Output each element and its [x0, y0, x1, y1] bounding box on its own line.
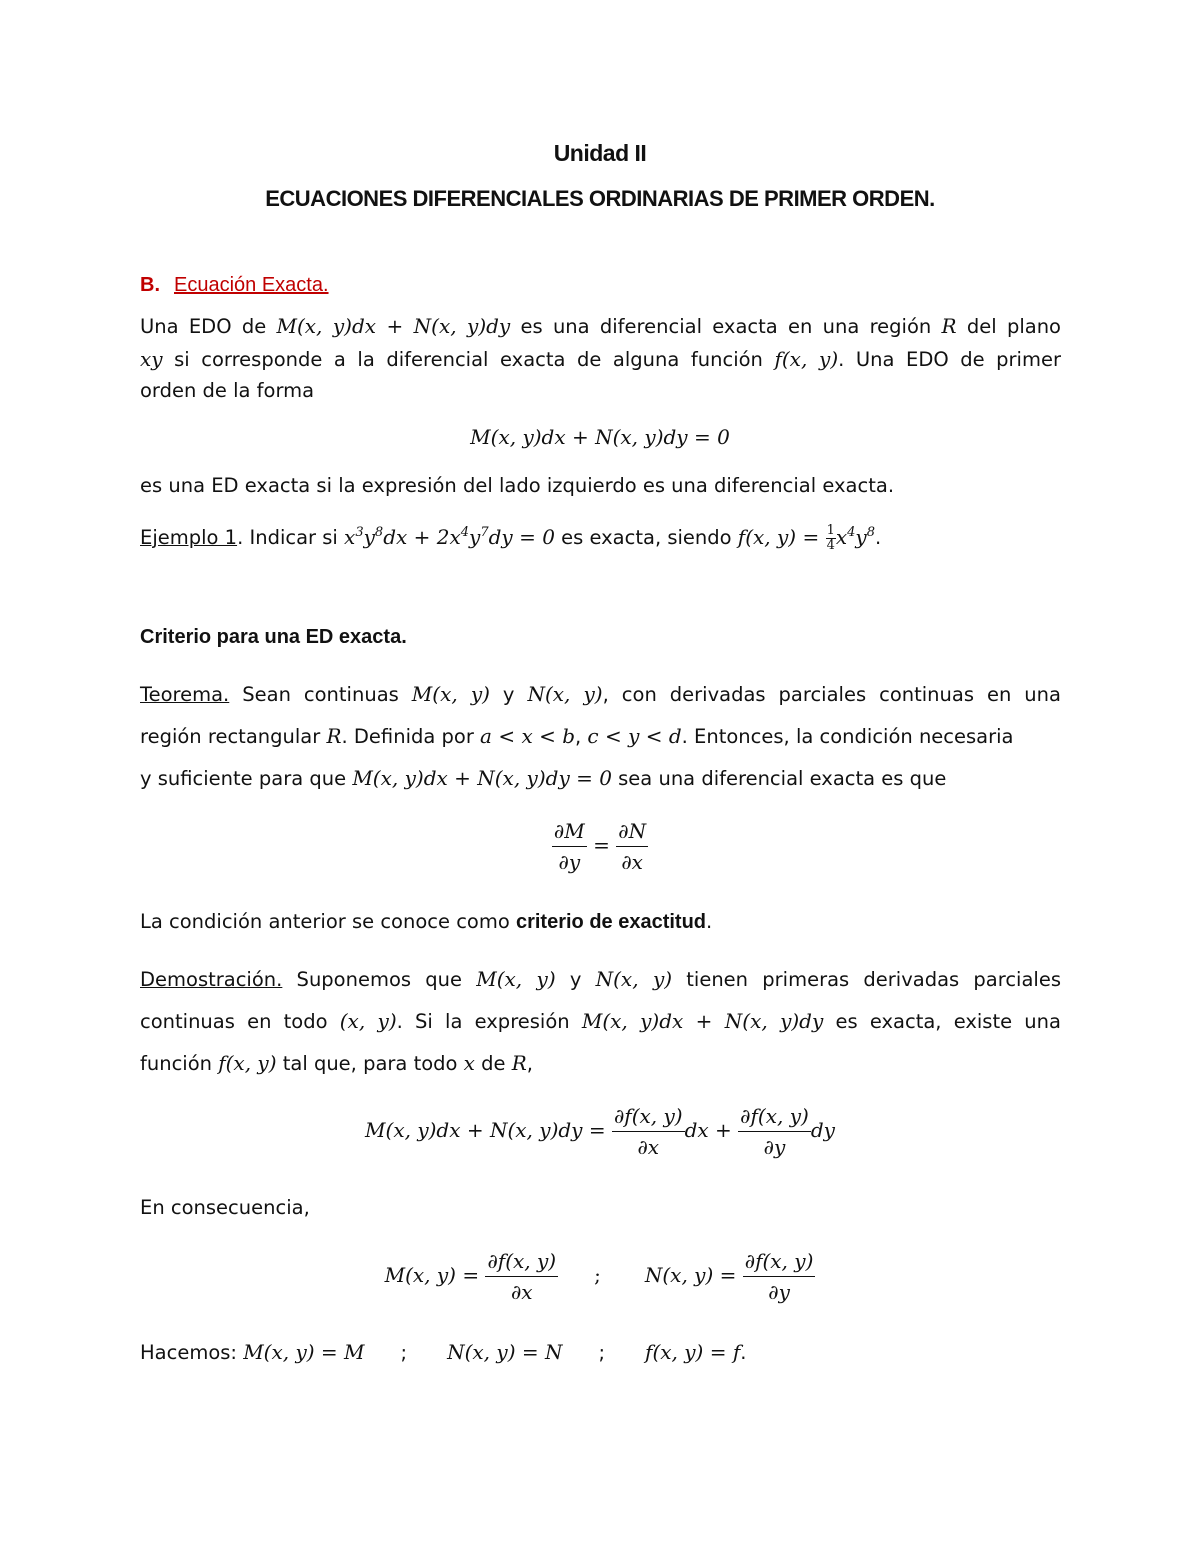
math-x: x — [463, 1051, 475, 1075]
theorem-line-2 — [140, 723, 1061, 750]
math-xy: xy — [140, 347, 163, 371]
math-inequality: a < x < b — [480, 724, 575, 748]
math-expression: M(x, y)dx + N(x, y)dy = 0 — [470, 425, 730, 449]
math-expression: M(x, y) = M — [243, 1340, 365, 1364]
math-expression: f(x, y) = f — [645, 1340, 741, 1364]
intro-line-2 — [140, 346, 1061, 373]
numerator: ∂f(x, y) — [738, 1103, 811, 1132]
math-N: N(x, y) — [595, 967, 673, 991]
section-letter: B. — [140, 274, 160, 296]
separator: ; — [400, 1341, 408, 1364]
numerator: ∂f(x, y) — [485, 1248, 558, 1277]
math-R: R — [511, 1051, 527, 1075]
text: . Si la expresión — [396, 1010, 582, 1033]
math-expression: M(x, y)dx + N(x, y)dy — [581, 1009, 824, 1033]
bold-term: criterio de exactitud — [515, 911, 707, 933]
denominator: 4 — [826, 538, 835, 553]
exponent: 3 — [355, 525, 364, 540]
math-inequality: c < y < d — [587, 724, 682, 748]
criterion-heading: Criterio para una ED exacta. — [140, 626, 407, 648]
fraction-df-dx — [485, 1248, 558, 1305]
text: es exacta, siendo — [554, 526, 738, 549]
text: . — [706, 910, 713, 933]
text: continuas en todo — [140, 1010, 340, 1033]
expr: dy — [810, 1118, 835, 1142]
var: y — [363, 525, 375, 549]
section-heading — [140, 272, 1061, 298]
consequence-text: En consecuencia, — [140, 1196, 310, 1219]
math-xy: (x, y) — [339, 1009, 397, 1033]
denominator: ∂y — [763, 1135, 786, 1159]
expr: dy = 0 — [488, 525, 555, 549]
unit-title: Unidad II — [553, 140, 647, 166]
separator: ; — [598, 1341, 606, 1364]
fraction-df-dx — [612, 1103, 685, 1160]
exponent: 7 — [480, 525, 489, 540]
example-label: Ejemplo 1 — [140, 526, 238, 549]
expr: M(x, y) = — [384, 1263, 486, 1287]
math-N: N(x, y) — [527, 682, 603, 706]
criterion-equation — [0, 818, 1200, 875]
numerator: ∂f(x, y) — [612, 1103, 685, 1132]
expr: dx + — [684, 1118, 739, 1142]
math-f: f(x, y) — [774, 347, 839, 371]
denominator: ∂x — [510, 1280, 533, 1304]
math-expression: M(x, y)dx + N(x, y)dy — [276, 314, 511, 338]
text: y suficiente para que — [140, 767, 353, 790]
numerator: ∂f(x, y) — [743, 1248, 816, 1277]
intro-line-1 — [140, 313, 1061, 340]
proof-line-3 — [140, 1050, 1061, 1077]
text: y — [489, 683, 528, 706]
math-R: R — [326, 724, 342, 748]
denominator: ∂x — [621, 850, 643, 874]
math-expression: M(x, y)dx + N(x, y)dy = 0 — [352, 766, 612, 790]
example-function — [737, 523, 876, 553]
var: x — [835, 525, 848, 549]
expr: dx + 2x — [383, 525, 461, 549]
var: x — [344, 525, 356, 549]
text: . Indicar si — [237, 526, 345, 549]
text: del plano — [956, 315, 1061, 338]
fraction-df-dy — [743, 1248, 816, 1305]
expr: M(x, y)dx + N(x, y)dy = — [365, 1118, 612, 1142]
text: función — [140, 1052, 219, 1075]
intro-line-3: orden de la forma — [140, 379, 315, 402]
notation-line — [140, 1339, 1061, 1366]
after-form-text: es una ED exacta si la expresión del lado izquierdo es una diferencial exacta. — [140, 474, 895, 497]
math-M: M(x, y) — [411, 682, 490, 706]
var: y — [855, 525, 867, 549]
var: y — [469, 525, 481, 549]
text: . — [740, 1341, 747, 1364]
text: tal que, para todo — [276, 1052, 464, 1075]
numerator: ∂N — [616, 818, 648, 847]
text: Suponemos que — [282, 968, 477, 991]
math-expression: N(x, y) = N — [447, 1340, 563, 1364]
text: , — [575, 725, 588, 748]
text: Una EDO de — [140, 315, 277, 338]
partials-equation — [0, 1248, 1200, 1305]
text: si corresponde a la diferencial exacta de alguna función — [162, 348, 775, 371]
exponent: 4 — [847, 525, 856, 540]
text: . Entonces, la condición necesaria — [681, 725, 1014, 748]
expr: N(x, y) = — [644, 1263, 743, 1287]
math-f: f(x, y) — [218, 1051, 277, 1075]
proof-line-2 — [140, 1008, 1061, 1035]
math-R: R — [941, 314, 957, 338]
text: región rectangular — [140, 725, 327, 748]
numerator: 1 — [826, 523, 835, 538]
separator: ; — [594, 1263, 601, 1287]
criterion-text — [140, 909, 1061, 935]
example-equation — [344, 525, 555, 549]
page-title: ECUACIONES DIFERENCIALES ORDINARIAS DE PRIMER ORDEN. — [265, 186, 935, 211]
denominator: ∂x — [637, 1135, 660, 1159]
text: , con derivadas parciales continuas en una — [602, 683, 1061, 706]
fraction — [826, 524, 836, 553]
theorem-line-1 — [140, 681, 1061, 708]
proof-line-1 — [140, 966, 1061, 993]
example-1 — [140, 524, 1061, 553]
denominator: ∂y — [558, 850, 581, 874]
equals-sign: = — [593, 833, 610, 857]
fraction-dM-dy — [552, 818, 587, 875]
denominator: ∂y — [768, 1280, 790, 1304]
expr: f(x, y) = — [737, 525, 826, 549]
total-differential-equation — [0, 1103, 1200, 1160]
theorem-label: Teorema. — [140, 683, 230, 706]
text: sea una diferencial exacta es que — [611, 767, 947, 790]
exponent: 4 — [460, 525, 470, 540]
text: es una diferencial exacta en una región — [510, 315, 942, 338]
equation-form — [0, 424, 1200, 451]
text: Hacemos: — [140, 1341, 244, 1364]
text: de — [474, 1052, 512, 1075]
proof-label: Demostración. — [140, 968, 283, 991]
text: . Una EDO de primer — [838, 348, 1061, 371]
numerator: ∂M — [552, 818, 587, 847]
text: y — [555, 968, 596, 991]
text: es exacta, existe una — [823, 1010, 1061, 1033]
exponent: 8 — [866, 525, 876, 540]
theorem-line-3 — [140, 765, 1061, 792]
fraction-df-dy — [738, 1103, 811, 1160]
text: . — [875, 526, 882, 549]
fraction-dN-dx — [616, 818, 648, 875]
text: Sean continuas — [229, 683, 412, 706]
section-title: Ecuación Exacta. — [174, 274, 329, 296]
text: , — [526, 1052, 533, 1075]
exponent: 8 — [374, 525, 384, 540]
text: . Definida por — [341, 725, 481, 748]
text: tienen primeras derivadas parciales — [672, 968, 1061, 991]
math-M: M(x, y) — [476, 967, 556, 991]
text: La condición anterior se conoce como — [140, 910, 516, 933]
